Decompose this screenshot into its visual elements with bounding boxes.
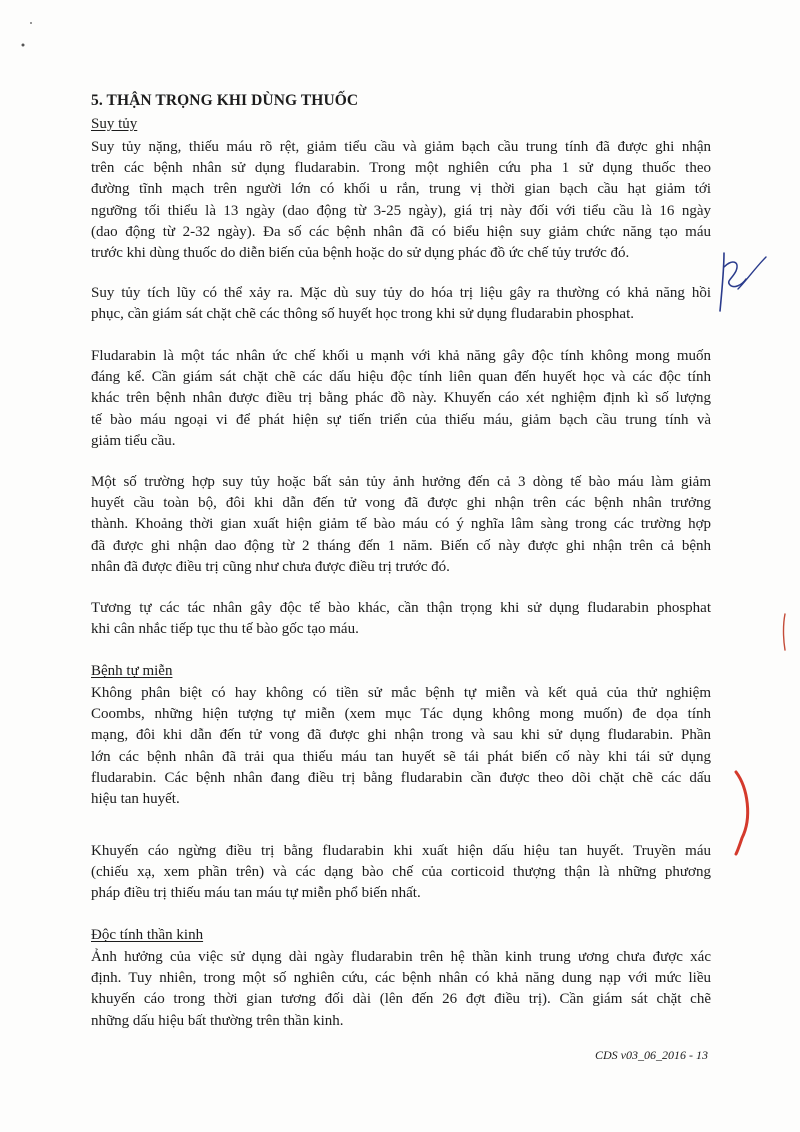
text-line: đường tĩnh mạch trên người lớn có khối u rắn, trung vị thời gian bạch cầu hạt giảm tới <box>91 181 711 198</box>
text-line: lớn các bệnh nhân đã trải qua thiếu máu tan huyết sẽ tái phát biến cố này khi tái sử dụng <box>91 748 711 765</box>
footer-code: CDS v03_06_2016 - 13 <box>595 1048 708 1062</box>
text-line: giảm tiểu cầu. <box>91 432 176 449</box>
text-line: ngưỡng tối thiểu là 13 ngày (dao động từ 3-25 ngày), giá trị này đối với tiểu cầu là 16 ngày <box>91 202 711 219</box>
paragraph <box>91 598 711 640</box>
text-line: khuyến cáo trong thời gian tương đối dài (lên đến 26 đợt điều trị). Cần giám sát chặt chẽ <box>91 991 711 1008</box>
paragraph <box>91 472 711 578</box>
text-line: fludarabin. Các bệnh nhân đang điều trị bằng fludarabin cần được theo dõi chặt chẽ các dấu <box>91 769 711 786</box>
text-line: Suy tủy tích lũy có thể xảy ra. Mặc dù suy tủy do hóa trị liệu gây ra thường có khả năng hồi <box>91 285 711 301</box>
text-line: Ảnh hưởng của việc sử dụng dài ngày fludarabin trên hệ thần kinh trung ương chưa được xác <box>91 949 711 965</box>
paragraph <box>91 947 711 1032</box>
subheading-suy-tuy: Suy tủy <box>91 116 138 132</box>
text-line: Coombs, những hiện tượng tự miễn (xem mục Tác dụng không mong muốn) đe dọa tính <box>91 706 711 723</box>
text-line: tế bào máu ngoại vi để phát hiện sự tiến triển của thiếu máu, giảm bạch cầu trung tính và <box>91 411 711 428</box>
margin-bracket-red <box>728 768 758 858</box>
subheading-benh-tu-mien: Bệnh tự miễn <box>91 663 173 679</box>
text-line: Một số trường hợp suy tủy hoặc bất sản tủy ảnh hưởng đến cả 3 dòng tế bào máu làm giảm <box>91 474 711 490</box>
text-line: (dao động từ 2-32 ngày). Đa số các bệnh nhân đã có biểu hiện suy giảm chức năng tạo máu <box>91 223 711 240</box>
text-line: (chiếu xạ, xem phần trên) và các dạng bào chế của corticoid thượng thận là những phương <box>91 864 711 881</box>
text-line: những dấu hiệu bất thường trên thần kinh. <box>91 1012 344 1029</box>
text-line: thành. Khoảng thời gian xuất hiện giảm tế bào máu có ý nghĩa lâm sàng trong các trường hợp <box>91 516 711 533</box>
paragraph <box>91 841 711 905</box>
text-line: mạng, đôi khi dẫn đến tử vong đã được ghi nhận trong và sau khi sử dụng fludarabin. Phần <box>91 727 711 744</box>
scan-speck-2 <box>28 20 34 26</box>
text-line: trước khi dùng thuốc do diễn biến của bệnh hoặc do sử dụng phác đồ ức chế tủy trước đó. <box>91 245 630 262</box>
text-line: Suy tủy nặng, thiếu máu rõ rệt, giảm tiểu cầu và giảm bạch cầu trung tính đã được ghi nhận <box>91 139 711 155</box>
paragraph <box>91 346 711 452</box>
handwritten-initials <box>710 245 770 315</box>
text-line: đáng kể. Cần giám sát chặt chẽ các dấu hiệu độc tính liên quan đến huyết học và các độc tính <box>91 369 711 386</box>
paragraph <box>91 683 711 810</box>
text-line: trên các bệnh nhân sử dụng fludarabin. Trong một nghiên cứu pha 1 sử dụng thuốc theo <box>91 160 711 177</box>
text-line: khác trên bệnh nhân được điều trị bằng phác đồ này. Khuyến cáo xét nghiệm định kì số lượng <box>91 390 711 407</box>
text-line: huyết cầu toàn bộ, đôi khi dẫn đến tử vong đã được ghi nhận trên các bệnh nhân trưởng <box>91 495 711 512</box>
subheading-doc-tinh-than-kinh: Độc tính thần kinh <box>91 927 204 943</box>
scan-speck <box>18 40 28 50</box>
text-line: Fludarabin là một tác nhân ức chế khối u mạnh với khả năng gây độc tính không mong muốn <box>91 348 711 364</box>
text-line: Khuyến cáo ngừng điều trị bằng fludarabin khi xuất hiện dấu hiệu tan huyết. Truyền máu <box>91 843 711 859</box>
text-line: Tương tự các tác nhân gây độc tế bào khác, cần thận trọng khi sử dụng fludarabin phosphat <box>91 600 711 616</box>
section-title: 5. THẬN TRỌNG KHI DÙNG THUỐC <box>91 92 359 109</box>
text-line: phục, cần giám sát chặt chẽ các thông số huyết học trong khi sử dụng fludarabin phosphat. <box>91 306 634 323</box>
text-line: định. Tuy nhiên, trong một số nghiên cứu, các bệnh nhân có khả năng dung nạp với mức liều <box>91 970 711 987</box>
paragraph <box>91 137 711 264</box>
text-line: khi cân nhắc tiếp tục thu tế bào gốc tạo máu. <box>91 621 359 638</box>
text-line: nhân đã được điều trị cũng như chưa được điều trị trước đó. <box>91 558 450 575</box>
paragraph <box>91 283 711 325</box>
margin-mark-red-small <box>780 612 790 652</box>
text-line: pháp điều trị thiếu máu tan máu tự miễn phổ biến nhất. <box>91 885 421 902</box>
text-line: đã được ghi nhận dao động từ 2 tháng đến 1 năm. Biến cố này được ghi nhận trên cả bệnh <box>91 537 711 554</box>
text-line: hiệu tan huyết. <box>91 791 180 808</box>
text-line: Không phân biệt có hay không có tiền sử mắc bệnh tự miễn và kết quả của thử nghiệm <box>91 685 711 701</box>
